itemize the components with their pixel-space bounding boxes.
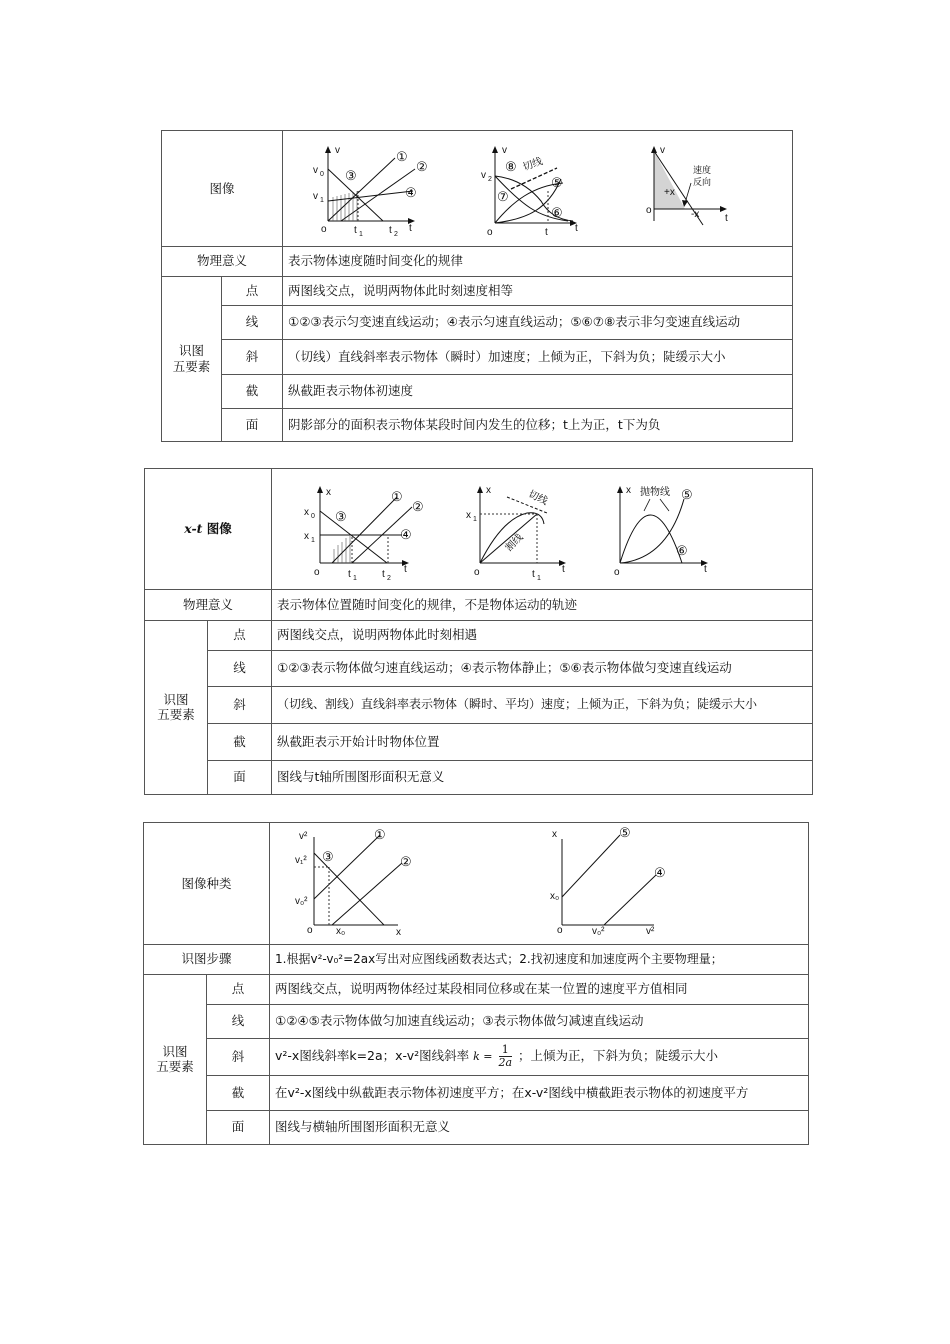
vt-row-point: 两图线交点，说明两物体此时刻速度相等 bbox=[283, 276, 793, 305]
vt-row-area-key: 面 bbox=[222, 408, 283, 441]
svg-text:v: v bbox=[660, 145, 666, 156]
svg-text:x: x bbox=[626, 485, 631, 496]
vt-figures bbox=[283, 131, 793, 242]
svg-text:0: 0 bbox=[311, 513, 315, 520]
svg-text:x: x bbox=[466, 510, 471, 521]
xt-row-point: 两图线交点，说明两物体此时刻相遇 bbox=[272, 620, 813, 650]
v2x-row-line-key: 线 bbox=[207, 1004, 270, 1038]
vt-row-line-key: 线 bbox=[222, 305, 283, 339]
svg-text:o: o bbox=[321, 224, 327, 235]
svg-text:o: o bbox=[557, 925, 563, 936]
svg-text:②: ② bbox=[400, 854, 412, 869]
v2x-row-area: 图线与横轴所围图形面积无意义 bbox=[270, 1110, 809, 1144]
svg-text:v²: v² bbox=[299, 831, 308, 842]
xt-row-intercept-key: 截 bbox=[208, 723, 272, 760]
xt-row-slope: （切线、割线）直线斜率表示物体（瞬时、平均）速度；上倾为正，下斜为负；陡缓示大小 bbox=[272, 686, 813, 723]
svg-text:t: t bbox=[725, 213, 728, 224]
svg-text:t: t bbox=[404, 564, 407, 575]
xt-row-area-key: 面 bbox=[208, 760, 272, 794]
xt-row-point-key: 点 bbox=[208, 620, 272, 650]
svg-text:⑤: ⑤ bbox=[551, 175, 563, 190]
svg-text:⑤: ⑤ bbox=[619, 825, 631, 840]
v2x-figures-cell bbox=[270, 823, 809, 945]
v2x-table bbox=[143, 822, 809, 1145]
vt-graph-2 bbox=[481, 145, 578, 238]
xt-figures bbox=[272, 469, 813, 585]
v2x-head: 图像种类 bbox=[144, 823, 270, 945]
v2x-steps-label: 识图步骤 bbox=[144, 944, 270, 974]
slope-fraction: $\frac{1}{2a}$ bbox=[498, 1043, 513, 1070]
svg-text:⑧: ⑧ bbox=[505, 159, 517, 174]
svg-text:速度: 速度 bbox=[693, 165, 712, 175]
svg-text:x₀: x₀ bbox=[550, 891, 560, 902]
svg-text:v: v bbox=[335, 145, 341, 156]
v2x-steps: 1.根据v²-v₀²=2ax写出对应图线函数表达式；2.找初速度和加速度两个主要物理量； bbox=[270, 944, 809, 974]
svg-text:t: t bbox=[704, 564, 707, 575]
svg-text:割线: 割线 bbox=[503, 531, 526, 554]
svg-text:③: ③ bbox=[322, 849, 334, 864]
svg-text:x: x bbox=[552, 829, 558, 840]
svg-text:③: ③ bbox=[345, 168, 357, 183]
svg-text:1: 1 bbox=[353, 575, 357, 582]
xt-head: x-t 图像 bbox=[145, 469, 272, 590]
svg-text:④: ④ bbox=[654, 865, 666, 880]
svg-text:2: 2 bbox=[387, 575, 391, 582]
svg-text:+x: +x bbox=[664, 187, 675, 198]
svg-text:v: v bbox=[502, 145, 508, 156]
svg-text:t: t bbox=[354, 225, 357, 236]
v2x-row-area-key: 面 bbox=[207, 1110, 270, 1144]
svg-text:2: 2 bbox=[394, 231, 398, 238]
svg-text:②: ② bbox=[412, 499, 424, 514]
v2x-graph-2 bbox=[550, 825, 666, 937]
v2x-graph-1 bbox=[295, 827, 412, 938]
svg-text:⑦: ⑦ bbox=[497, 189, 509, 204]
vt-row-slope: （切线）直线斜率表示物体（瞬时）加速度；上倾为正，下斜为负；陡缓示大小 bbox=[283, 339, 793, 374]
k-lhs: k = bbox=[473, 1050, 493, 1064]
v2x-row-slope: v²-x图线斜率k=2a；x-v²图线斜率 k = $\frac{1}{2a}$ ；上倾为正，下斜为负；陡缓示大小 bbox=[270, 1038, 809, 1075]
svg-text:①: ① bbox=[374, 827, 386, 842]
xt-row-line-key: 线 bbox=[208, 650, 272, 686]
svg-text:o: o bbox=[487, 227, 493, 238]
xt-graph-1 bbox=[304, 486, 424, 582]
svg-text:t: t bbox=[348, 569, 351, 580]
svg-text:1: 1 bbox=[320, 197, 324, 204]
svg-text:x: x bbox=[304, 507, 309, 518]
svg-text:x₀: x₀ bbox=[336, 926, 346, 937]
v2x-row-point-key: 点 bbox=[207, 974, 270, 1004]
svg-text:v₀²: v₀² bbox=[295, 896, 308, 907]
svg-text:v₀²: v₀² bbox=[592, 926, 605, 937]
svg-text:o: o bbox=[307, 925, 313, 936]
svg-text:v: v bbox=[313, 165, 319, 176]
v2x-row-intercept-key: 截 bbox=[207, 1075, 270, 1110]
svg-text:①: ① bbox=[391, 489, 403, 504]
svg-text:切线: 切线 bbox=[526, 489, 550, 508]
vt-row-slope-key: 斜 bbox=[222, 339, 283, 374]
vt-row-area: 阴影部分的面积表示物体某段时间内发生的位移；t上为正，t下为负 bbox=[283, 408, 793, 441]
svg-text:④: ④ bbox=[405, 185, 417, 200]
svg-text:2: 2 bbox=[488, 176, 492, 183]
svg-text:③: ③ bbox=[335, 509, 347, 524]
svg-text:1: 1 bbox=[537, 575, 541, 582]
svg-text:v: v bbox=[481, 170, 487, 181]
svg-text:x: x bbox=[486, 485, 491, 496]
svg-text:t: t bbox=[389, 225, 392, 236]
vt-graph-1 bbox=[313, 145, 428, 238]
vt-meaning-label: 物理意义 bbox=[162, 246, 283, 276]
vt-figures-cell bbox=[283, 131, 793, 247]
xt-graph-2 bbox=[466, 485, 566, 582]
svg-text:v²: v² bbox=[646, 926, 655, 937]
v2x-row-line: ①②④⑤表示物体做匀加速直线运动；③表示物体做匀减速直线运动 bbox=[270, 1004, 809, 1038]
svg-text:⑤: ⑤ bbox=[681, 487, 693, 502]
svg-text:t: t bbox=[532, 569, 535, 580]
svg-text:①: ① bbox=[396, 149, 408, 164]
vt-group-label: 识图 五要素 bbox=[162, 276, 222, 441]
svg-text:④: ④ bbox=[400, 527, 412, 542]
vt-head: 图像 bbox=[162, 131, 283, 247]
svg-text:t: t bbox=[562, 564, 565, 575]
v2x-figures bbox=[270, 823, 809, 940]
svg-text:反向: 反向 bbox=[693, 177, 712, 187]
svg-text:抛物线: 抛物线 bbox=[640, 487, 670, 498]
svg-text:1: 1 bbox=[359, 231, 363, 238]
svg-text:⑥: ⑥ bbox=[551, 205, 563, 220]
v2x-row-intercept: 在v²-x图线中纵截距表示物体初速度平方；在x-v²图线中横截距表示物体的初速度平方 bbox=[270, 1075, 809, 1110]
svg-text:o: o bbox=[614, 567, 620, 578]
svg-text:x: x bbox=[326, 487, 331, 498]
xt-figures-cell bbox=[272, 469, 813, 590]
xt-row-intercept: 纵截距表示开始计时物体位置 bbox=[272, 723, 813, 760]
vt-meaning: 表示物体速度随时间变化的规律 bbox=[283, 246, 793, 276]
v2x-group-label: 识图 五要素 bbox=[144, 974, 207, 1144]
xt-table bbox=[144, 468, 813, 795]
svg-text:切线: 切线 bbox=[521, 156, 545, 174]
v2x-row-point: 两图线交点，说明两物体经过某段相同位移或在某一位置的速度平方值相同 bbox=[270, 974, 809, 1004]
vt-row-intercept-key: 截 bbox=[222, 374, 283, 408]
svg-text:o: o bbox=[646, 205, 652, 216]
vt-row-line: ①②③表示匀变速直线运动；④表示匀速直线运动；⑤⑥⑦⑧表示非匀变速直线运动 bbox=[283, 305, 793, 339]
vt-table bbox=[161, 130, 793, 442]
xt-graph-3 bbox=[614, 485, 708, 578]
xt-row-slope-key: 斜 bbox=[208, 686, 272, 723]
vt-row-intercept: 纵截距表示物体初速度 bbox=[283, 374, 793, 408]
svg-text:x: x bbox=[304, 531, 309, 542]
svg-text:⑥: ⑥ bbox=[676, 543, 688, 558]
svg-text:o: o bbox=[474, 567, 480, 578]
vt-graph-3 bbox=[646, 145, 728, 225]
v2x-row-slope-key: 斜 bbox=[207, 1038, 270, 1075]
xt-row-line: ①②③表示物体做匀速直线运动；④表示物体静止；⑤⑥表示物体做匀变速直线运动 bbox=[272, 650, 813, 686]
xt-meaning-label: 物理意义 bbox=[145, 589, 272, 620]
xt-meaning: 表示物体位置随时间变化的规律，不是物体运动的轨迹 bbox=[272, 589, 813, 620]
svg-text:0: 0 bbox=[320, 171, 324, 178]
svg-text:t: t bbox=[545, 227, 548, 238]
svg-text:x: x bbox=[396, 927, 402, 938]
svg-text:②: ② bbox=[416, 159, 428, 174]
svg-text:t: t bbox=[575, 223, 578, 234]
svg-text:t: t bbox=[382, 569, 385, 580]
svg-text:1: 1 bbox=[473, 516, 477, 523]
svg-text:-x: -x bbox=[691, 209, 700, 220]
svg-text:t: t bbox=[409, 223, 412, 234]
svg-text:o: o bbox=[314, 567, 320, 578]
svg-text:1: 1 bbox=[311, 537, 315, 544]
svg-text:v₁²: v₁² bbox=[295, 855, 307, 866]
vt-row-point-key: 点 bbox=[222, 276, 283, 305]
xt-group-label: 识图 五要素 bbox=[145, 620, 208, 794]
svg-text:v: v bbox=[313, 191, 319, 202]
xt-row-area: 图线与t轴所围图形面积无意义 bbox=[272, 760, 813, 794]
